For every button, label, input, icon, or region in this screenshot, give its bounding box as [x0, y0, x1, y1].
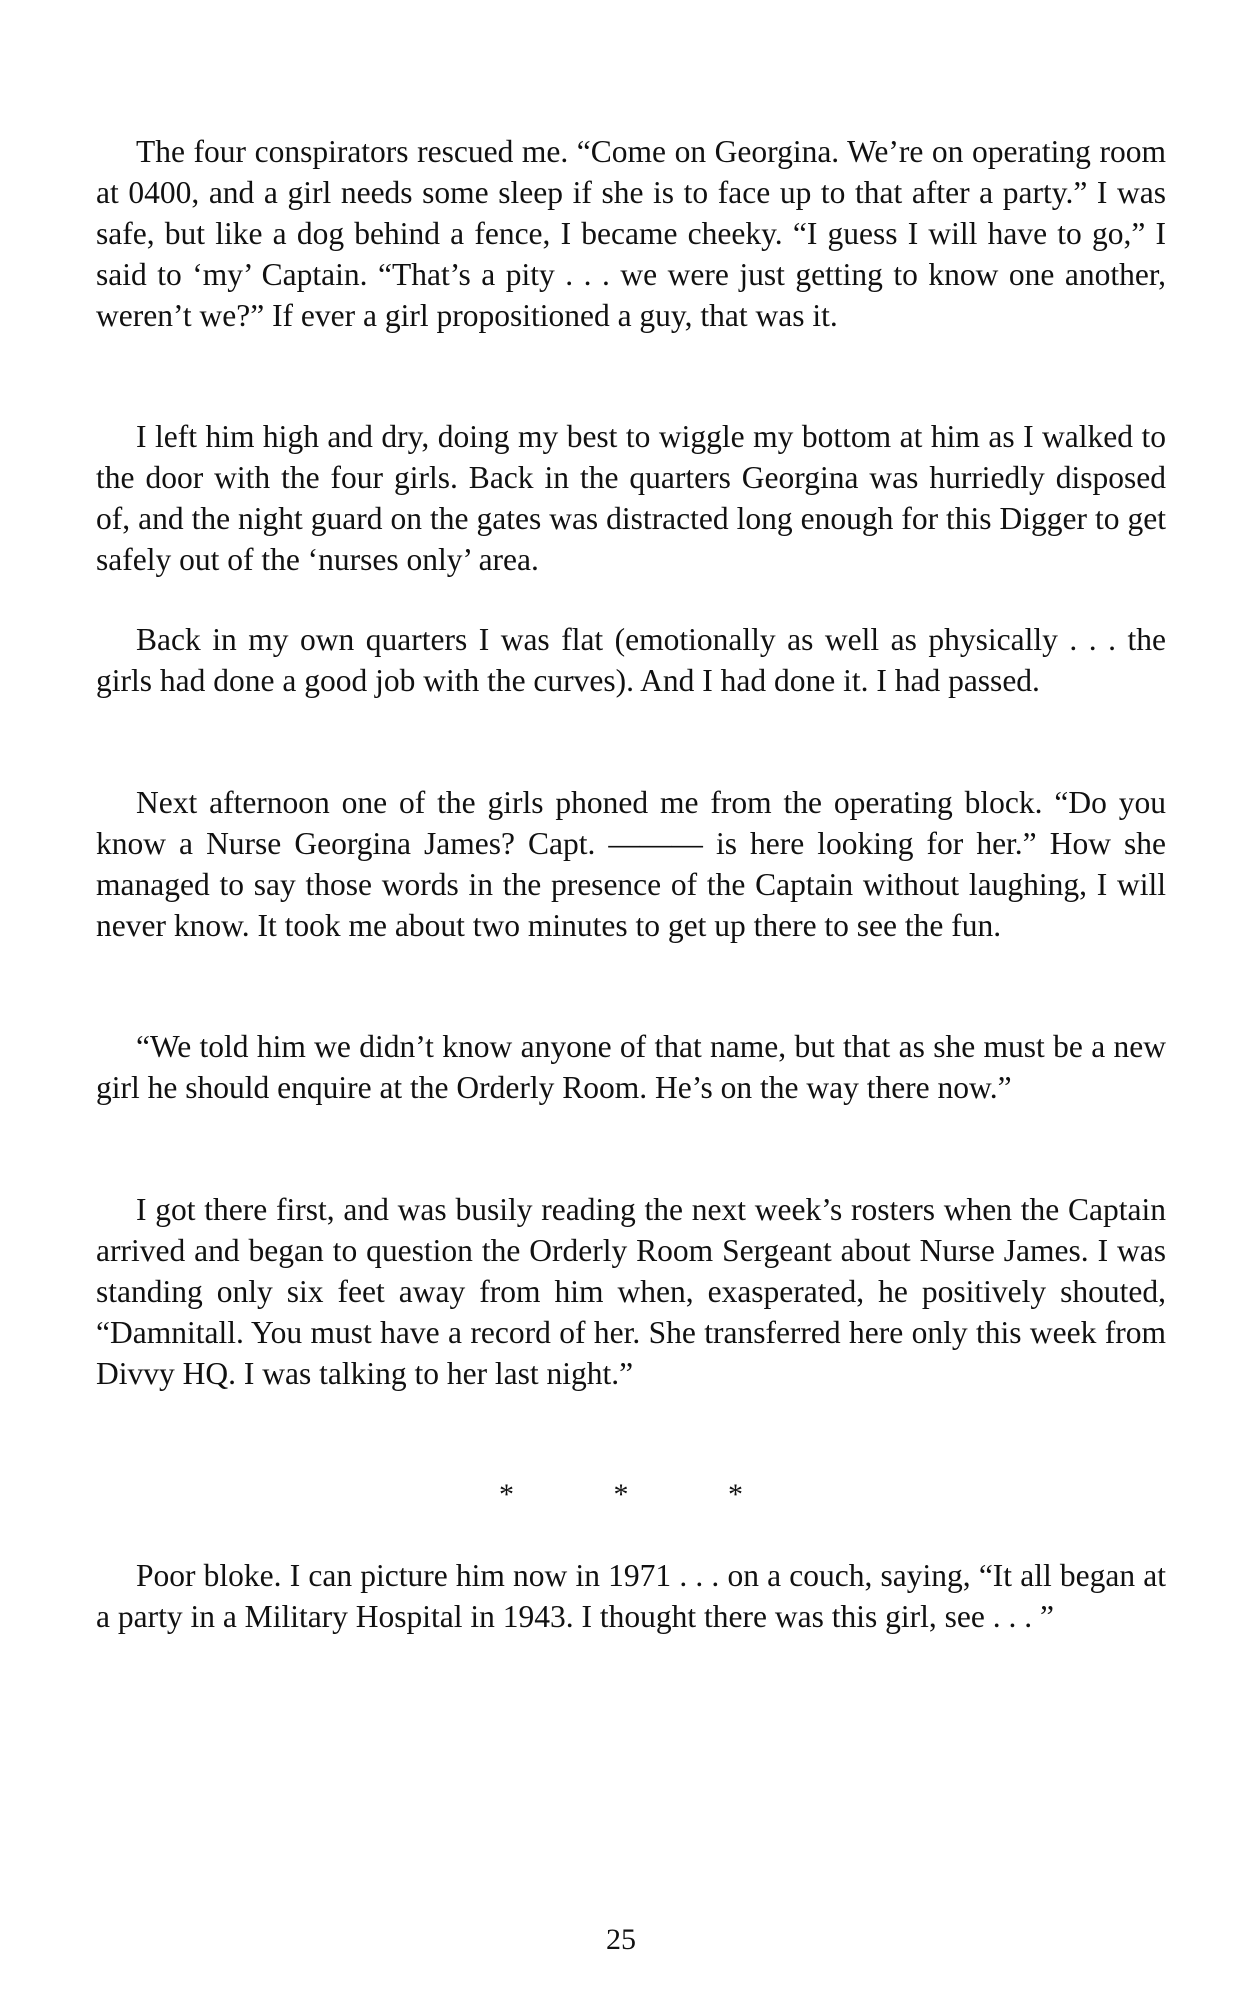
paragraph-text: I left him high and dry, doing my best to wiggle my bottom at him as I walked to the door with the four girls. Back in the quarters Georgina was hurriedly disposed of, and the night guard on the gates was distracted long enough for this Digger to get safely out of the ‘nurses only’ area.: [96, 419, 1166, 577]
paragraph-7: [96, 1555, 1166, 1637]
paragraph-2: [96, 416, 1166, 580]
page-number: 25: [606, 1923, 636, 1956]
paragraph-text: I got there first, and was busily reading the next week’s rosters when the Captain arrived and began to question the Orderly Room Sergeant about Nurse James. I was standing only six feet away from him when, exasperated, he positively shouted, “Damnitall. You must have a record of her. She transferred here only this week from Divvy HQ. I was talking to her last night.”: [96, 1192, 1166, 1391]
paragraph-text: The four conspirators rescued me. “Come on Georgina. We’re on operating room at 0400, and a girl needs some sleep if she is to face up to that after a party.” I was safe, but like a dog behind a fence, I became cheeky. “I guess I will have to go,” I said to ‘my’ Captain. “That’s a pity . . . we were just getting to know one another, weren’t we?” If ever a girl propositioned a guy, that was it.: [96, 134, 1166, 333]
section-break-asterisks: * * *: [499, 1478, 789, 1511]
paragraph-5: [96, 1026, 1166, 1108]
paragraph-text: Back in my own quarters I was flat (emotionally as well as physically . . . the girls had done a good job with the curves). And I had done it. I had passed.: [96, 622, 1166, 698]
paragraph-4: [96, 782, 1166, 946]
paragraph-text: Poor bloke. I can picture him now in 1971 . . . on a couch, saying, “It all began at a party in a Military Hospital in 1943. I thought there was this girl, see . . . ”: [96, 1558, 1166, 1634]
paragraph-text: “We told him we didn’t know anyone of that name, but that as she must be a new girl he should enquire at the Orderly Room. He’s on the way there now.”: [96, 1029, 1166, 1105]
paragraph-3: [96, 619, 1166, 701]
paragraph-6: [96, 1189, 1166, 1394]
paragraph-text: Next afternoon one of the girls phoned me from the operating block. “Do you know a Nurse Georgina James? Capt. ——— is here looking for her.” How she managed to say those words in the presence of the Captain without laughing, I will never know. It took me about two minutes to get up there to see the fun.: [96, 785, 1166, 943]
paragraph-1: [96, 131, 1166, 336]
